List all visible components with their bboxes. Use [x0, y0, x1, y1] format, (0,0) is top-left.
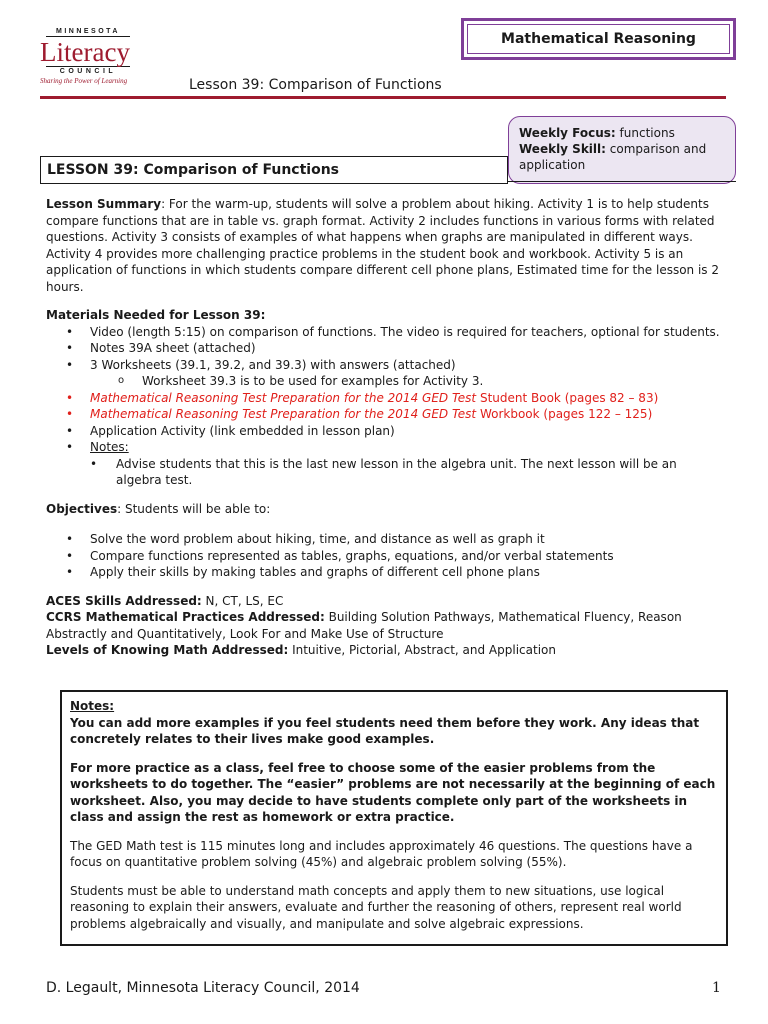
application-activity-item: • Application Activity (link embedded in lesson plan) [64, 423, 726, 440]
materials-item: • Notes 39A sheet (attached) [64, 340, 726, 357]
subject-box [461, 18, 736, 60]
lesson-content [46, 196, 726, 659]
materials-subitem: o Worksheet 39.3 is to be used for examples for Activity 3. [118, 373, 726, 390]
materials-section [46, 307, 726, 489]
student-book-title[interactable]: Mathematical Reasoning Test Preparation for the 2014 GED Test [90, 390, 477, 405]
lesson-summary-text: : For the warm-up, students will solve a problem about hiking. Activity 1 is to help students compare functions that are in table vs. graph format. Activity 2 includes functions in various forms with related questions. Activity 3 consists of examples of what happens when graphs are manipulated in different ways. Activity 4 provides more challenging practice problems in the student book and workbook. Activity 5 is an application of functions in which students compare different cell phone plans, Estimated time for the lesson is 2 hours. [46, 197, 720, 294]
ccrs-label: CCRS Mathematical Practices Addressed: [46, 610, 325, 624]
notes-box [60, 690, 728, 946]
objective-item: • Solve the word problem about hiking, time, and distance as well as graph it [64, 531, 726, 548]
objective-item: • Compare functions represented as tables, graphs, equations, and/or verbal statements [64, 548, 726, 565]
objectives-label: Objectives [46, 501, 118, 516]
minnesota-literacy-council-logo [40, 28, 140, 92]
weekly-focus-callout [508, 116, 736, 184]
workbook-title[interactable]: Mathematical Reasoning Test Preparation for the 2014 GED Test [90, 407, 477, 421]
workbook-link[interactable] [64, 406, 726, 423]
notes-bold-paragraph-2: For more practice as a class, feel free to choose some of the easier problems from the worksheets to do together. The “easier” problems are not necessarily at the beginning of each worksheet. Also, you may decide to have students complete only part of the worksheets in class and assign the rest as homework or extra practice. [70, 760, 716, 824]
aces-value: N, CT, LS, EC [201, 593, 284, 608]
levels-label: Levels of Knowing Math Addressed: [46, 643, 289, 657]
aces-label: ACES Skills Addressed: [46, 593, 202, 608]
notes-paragraph-3: The GED Math test is 115 minutes long and includes approximately 46 questions. The questions have a focus on quantitative problem solving (45%) and algebraic problem solving (55%). [70, 838, 693, 869]
logo-sub-text: COUNCIL [46, 66, 130, 75]
weekly-focus-value: functions [615, 126, 675, 140]
logo-main-text: Literacy [40, 37, 130, 67]
materials-list [64, 324, 726, 489]
footer-credit: D. Legault, Minnesota Literacy Council, 2014 [46, 980, 360, 996]
logo-tagline: Sharing the Power of Learning [40, 77, 128, 85]
notes-bold-paragraph-1: You can add more examples if you feel students need them before they work. Any ideas that concretely relates to their lives make good examples. [70, 715, 700, 746]
objectives-section [46, 501, 726, 581]
notes-paragraph-4: Students must be able to understand math concepts and apply them to new situations, use logical reasoning to explain their answers, evaluate and further the reasoning of others, represent real world problems algebraically and visually, and manipulate and solve algebraic expressions. [70, 883, 682, 931]
materials-item [64, 357, 726, 390]
objectives-intro: : Students will be able to: [117, 501, 271, 516]
workbook-pages[interactable]: Workbook (pages 122 – 125) [476, 407, 653, 421]
materials-item: • Video (length 5:15) on comparison of functions. The video is required for teachers, optional for students. [64, 324, 726, 341]
materials-notes-item [64, 439, 726, 489]
skills-section [46, 593, 726, 659]
notes-label: Notes: [70, 699, 115, 713]
page-number: 1 [712, 980, 721, 996]
objective-item: • Apply their skills by making tables and graphs of different cell phone plans [64, 564, 726, 581]
subject-title: Mathematical Reasoning [467, 24, 730, 54]
lesson-title: LESSON 39: Comparison of Functions [47, 162, 340, 178]
lesson-title-box [40, 156, 508, 184]
student-book-link[interactable] [64, 390, 726, 407]
lesson-summary-label: Lesson Summary [46, 197, 162, 211]
logo-top-text: MINNESOTA [46, 28, 130, 37]
weekly-focus-label: Weekly Focus: [519, 126, 616, 140]
header-divider [40, 96, 726, 99]
materials-heading: Materials Needed for Lesson 39: [46, 308, 266, 322]
student-book-pages[interactable]: Student Book (pages 82 – 83) [476, 390, 659, 405]
objectives-list [64, 531, 726, 581]
materials-sublist [118, 373, 726, 390]
ccrs-value: Building Solution Pathways, Mathematical Fluency, Reason Abstractly and Quantitatively, Look For and Make Use of Structure [46, 610, 682, 641]
levels-value: Intuitive, Pictorial, Abstract, and Application [288, 643, 556, 657]
weekly-skill-value: comparison and application [519, 142, 707, 172]
title-underline-extension [507, 181, 736, 182]
weekly-skill-label: Weekly Skill: [519, 142, 606, 156]
materials-notes-list [90, 456, 726, 489]
lesson-summary [46, 196, 726, 295]
materials-item-text: 3 Worksheets (39.1, 39.2, and 39.3) with answers (attached) [90, 357, 456, 372]
header-lesson-title: Lesson 39: Comparison of Functions [189, 77, 442, 93]
materials-notes-text: • Advise students that this is the last new lesson in the algebra unit. The next lesson will be an algebra test. [90, 456, 726, 489]
materials-notes-label: Notes: [90, 440, 129, 454]
